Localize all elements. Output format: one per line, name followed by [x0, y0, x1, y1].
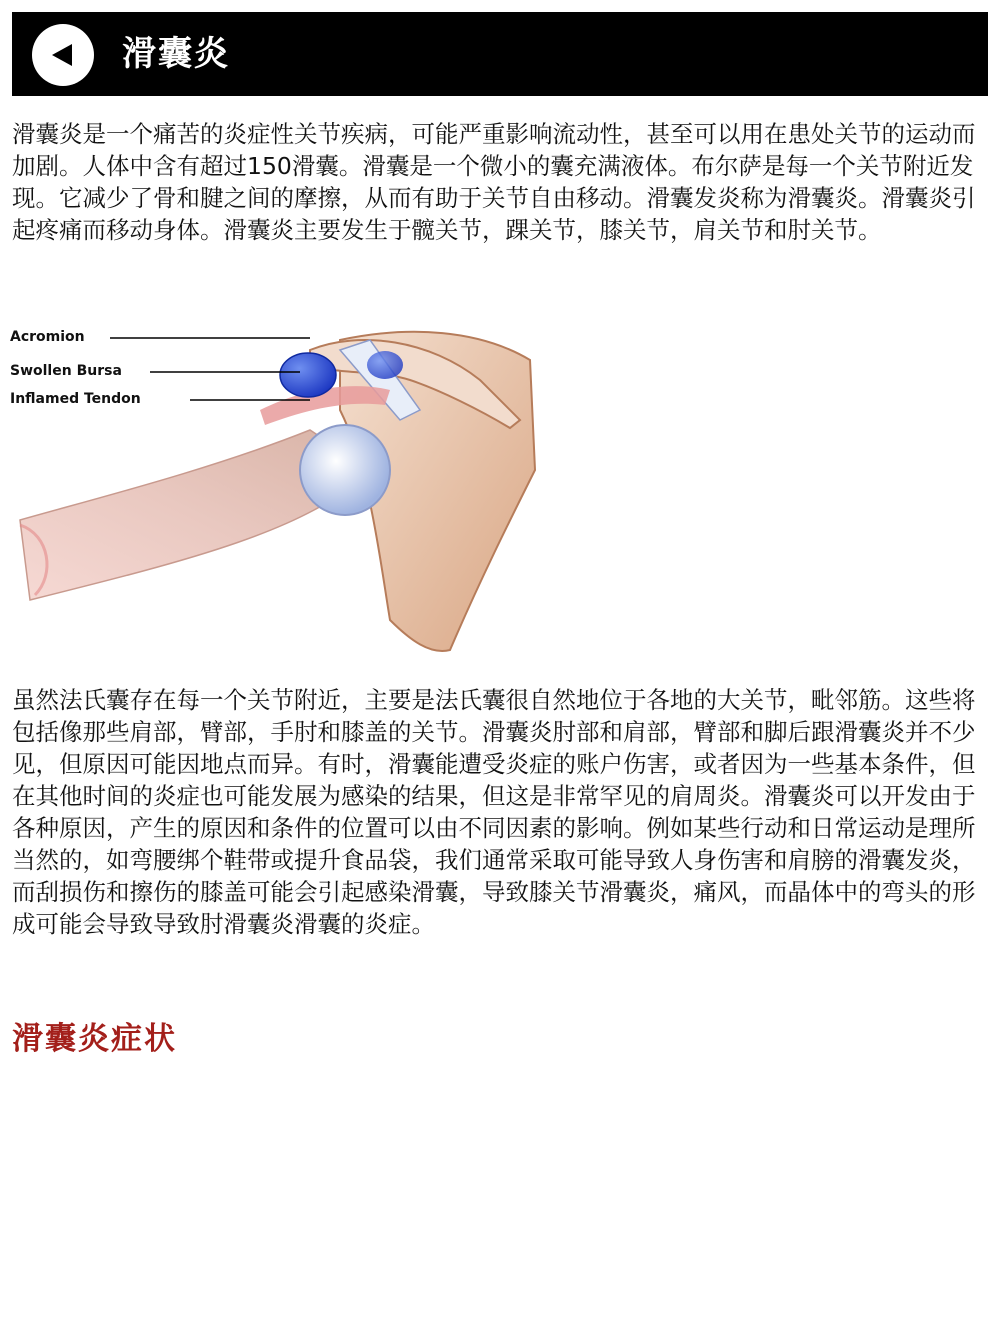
header-bar — [12, 12, 988, 96]
section-title-symptoms: 滑囊炎症状 — [12, 1021, 177, 1057]
shoulder-anatomy-illustration — [10, 320, 540, 660]
back-arrow-icon — [48, 40, 78, 70]
label-swollen-bursa: Swollen Bursa — [10, 363, 122, 379]
back-button[interactable] — [32, 24, 94, 86]
detail-paragraph: 虽然法氏囊存在每一个关节附近，主要是法氏囊很自然地位于各地的大关节，毗邻筋。这些将包括像那些肩部，臂部，手肘和膝盖的关节。滑囊炎肘部和肩部，臂部和脚后跟滑囊炎并不少见，但原因可能因地点而异。有时，滑囊能遭受炎症的账户伤害，或者因为一些基本条件，但在其他时间的炎症也可能发展为感染的结果，但这是非常罕见的肩周炎。滑囊炎可以开发由于各种原因，产生的原因和条件的位置可以由不同因素的影响。例如某些行动和日常运动是理所当然的，如弯腰绑个鞋带或提升食品袋，我们通常采取可能导致人身伤害和肩膀的滑囊发炎，而刮损伤和擦伤的膝盖可能会引起感染滑囊，导致膝关节滑囊炎，痛风，而晶体中的弯头的形成可能会导致导致肘滑囊炎滑囊的炎症。 — [12, 686, 976, 938]
label-inflamed-tendon: Inflamed Tendon — [10, 391, 141, 407]
intro-paragraph: 滑囊炎是一个痛苦的炎症性关节疾病，可能严重影响流动性，甚至可以用在患处关节的运动而加剧。人体中含有超过150滑囊。滑囊是一个微小的囊充满液体。布尔萨是每一个关节附近发现。它减少了骨和腱之间的摩擦，从而有助于关节自由移动。滑囊发炎称为滑囊炎。滑囊炎引起疼痛而移动身体。滑囊炎主要发生于髋关节，踝关节，膝关节，肩关节和肘关节。 — [12, 120, 976, 244]
label-acromion: Acromion — [10, 329, 85, 345]
page-title: 滑囊炎 — [122, 34, 230, 74]
